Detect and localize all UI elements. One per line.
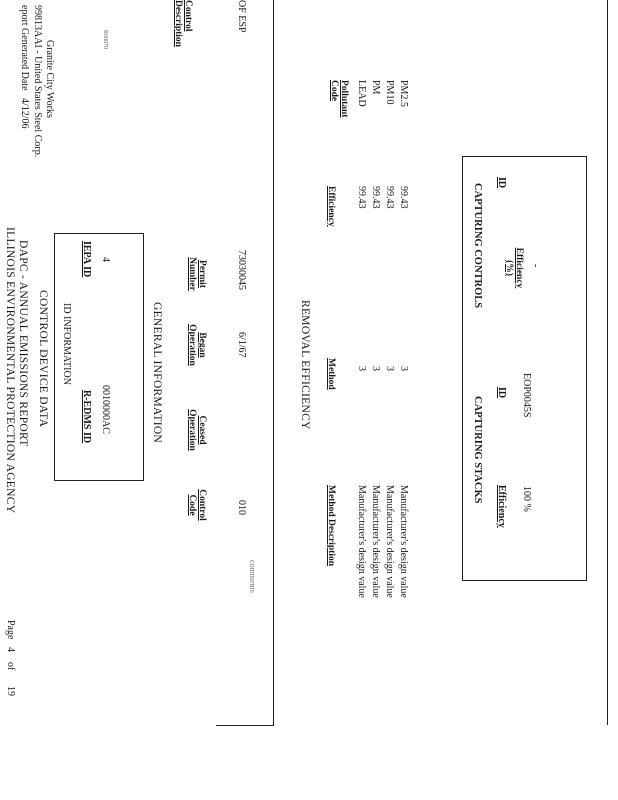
removal-efficiency-right-rule: [216, 725, 274, 726]
capturing-stacks-efficiency-value: 100 %: [521, 486, 532, 512]
efficiency-value: 99.43: [356, 186, 367, 209]
agency-title: ILLINOIS ENVIRONMENTAL PROTECTION AGENCY: [4, 227, 16, 514]
efficiency-value: 99.43: [398, 186, 409, 209]
method-value: 3: [370, 366, 381, 371]
margin-note: comments: [248, 560, 257, 593]
removal-efficiency-title: REMOVAL EFFICIENCY: [299, 300, 311, 430]
method-value: 3: [356, 366, 367, 371]
redms-id-value: 0010000AC: [100, 385, 111, 434]
col-method: Method: [326, 358, 336, 390]
general-information-title: GENERAL INFORMATION: [151, 302, 163, 444]
facility-name: 99813AAI - United States Steel Corp.: [32, 5, 43, 158]
report-generated-label: eport Generated Date: [19, 5, 30, 91]
col-control-description: Control Description: [173, 0, 193, 47]
col-ceased-operation: Ceased Operation: [187, 409, 207, 451]
iepa-id-value: 4: [100, 257, 111, 262]
capturing-controls-title: CAPTURING CONTROLS: [472, 183, 483, 309]
capturing-controls-efficiency-value: -: [530, 264, 541, 268]
report-generated-date: 4/12/06: [19, 98, 30, 129]
pollutant-code: PM10: [384, 80, 395, 105]
col-method-description: Method Description: [326, 485, 336, 567]
page-number: 4: [5, 647, 16, 652]
efficiency-value: 99.43: [384, 186, 395, 209]
document-stamp: R00070: [102, 30, 108, 50]
page-bottom-rule: [607, 0, 608, 725]
pollutant-code: PM: [370, 80, 381, 95]
control-description-value: OF ESP: [236, 0, 247, 33]
facility-subname: Granite City Works: [44, 40, 55, 118]
method-value: 3: [398, 366, 409, 371]
capturing-stacks-col-id: ID: [496, 387, 507, 399]
capturing-stacks-id-value: EOP0045S: [521, 373, 532, 418]
method-description: Manufacturer's design value: [370, 485, 381, 598]
redms-id-label: R-EDMS ID: [81, 390, 92, 444]
began-operation-value: 6/1/67: [236, 332, 247, 358]
method-value: 3: [384, 366, 395, 371]
method-description: Manufacturer's design value: [384, 485, 395, 598]
method-description: Manufacturer's design value: [356, 485, 367, 598]
control-code-value: 010: [236, 500, 247, 515]
efficiency-value: 99.43: [370, 186, 381, 209]
col-efficiency: Efficiency: [326, 186, 336, 227]
capturing-stacks-col-efficiency: Efficiency: [496, 485, 507, 528]
control-device-data-title: CONTROL DEVICE DATA: [37, 290, 49, 428]
col-pollutant-code: Pollutant Code: [329, 80, 349, 118]
col-control-code: Control Code: [187, 489, 207, 521]
permit-number-value: 73030045: [236, 250, 247, 290]
capturing-controls-col-efficiency: Efficiency (%): [504, 247, 524, 289]
page-of-label: of: [5, 662, 16, 671]
pollutant-code: PM2.5: [398, 80, 409, 107]
capturing-controls-col-id: ID: [496, 177, 507, 189]
removal-efficiency-top-rule: [273, 0, 274, 725]
id-information-title: ID INFORMATION: [61, 303, 72, 385]
pollutant-code: LEAD: [356, 80, 367, 107]
report-title: DAPC - ANNUAL EMISSIONS REPORT: [17, 240, 29, 447]
page-total: 19: [5, 686, 16, 696]
col-permit-number: Permit Number: [187, 257, 207, 291]
iepa-id-label: IEPA ID: [81, 241, 92, 278]
capturing-stacks-title: CAPTURING STACKS: [472, 396, 483, 504]
page-label: Page: [5, 620, 16, 640]
method-description: Manufacturer's design value: [398, 485, 409, 598]
col-began-operation: Began Operation: [187, 324, 207, 366]
